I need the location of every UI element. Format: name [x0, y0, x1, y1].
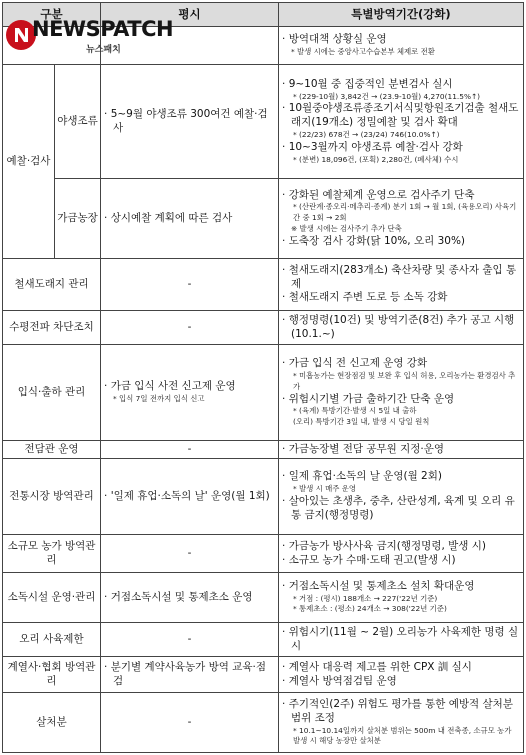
item-text: · 소규모 농가 수매·도태 권고(발생 시)	[282, 554, 520, 568]
item-text: · 거점소독시설 및 통제초소 운영	[104, 591, 275, 605]
table-row	[3, 657, 524, 693]
row-normal: -	[101, 259, 279, 311]
item-text: · 행정명령(10건) 및 방역기준(8건) 추가 공고 시행(10.1.~)	[282, 314, 520, 342]
row-category: 전통시장 방역관리	[3, 459, 101, 535]
item-text: · 일제 휴업·소독의 날 운영(월 2회)	[282, 470, 520, 484]
item-text: · 계열사 대응력 제고를 위한 CPX 訓 실시	[282, 661, 520, 675]
item-note: * (22/23) 678건 → (23/24) 746(10.0%↑)	[293, 129, 440, 139]
row-special	[279, 657, 524, 693]
item-text: · 분기별 계약사육농가 방역 교육·점검	[104, 661, 275, 689]
row-special	[279, 311, 524, 345]
table-row	[3, 441, 524, 459]
item-text: · 위험시기(11월 ~ 2월) 오리농가 사육제한 명령 실시	[282, 626, 520, 654]
item-note: * 10.1~10.14일까지 살처분 범위는 500m 내 전축종, 소규모 농가 발생 시 해당 농장만 살처분	[293, 725, 512, 746]
table-row	[3, 65, 524, 179]
row-category: 수평전파 차단조치	[3, 311, 101, 345]
logo-name: NEWSPATCH	[32, 17, 174, 41]
table-row	[3, 573, 524, 623]
item-note: * 입식 7일 전까지 입식 신고	[113, 394, 205, 404]
item-note: (오리) 특방기간 3일 내, 발생 시 당일 원칙	[293, 417, 430, 427]
table-row	[3, 623, 524, 657]
row-normal: -	[101, 623, 279, 657]
item-note: * (분변) 18,096건, (포획) 2,280건, (폐사체) 수시	[293, 154, 459, 164]
row-subcategory: 가금농장	[55, 179, 101, 259]
row-category: 살처분	[3, 693, 101, 753]
header-category: 구분	[3, 3, 101, 27]
item-text: · 가금농장별 전담 공무원 지정·운영	[282, 443, 520, 457]
newspatch-logo	[6, 14, 182, 62]
row-subcategory: 야생조류	[55, 65, 101, 179]
item-note: * 거점 : (평시) 188개소 → 227('22년 기준)	[293, 593, 438, 603]
table-row	[3, 345, 524, 441]
row-special	[279, 179, 524, 259]
table-row	[3, 259, 524, 311]
logo-subtitle: 뉴스패치	[86, 45, 121, 55]
item-note: * (산란계·종오리·메추리·종계) 분기 1회 → 월 1회, (육용오리) 사육기간 중 1회 → 2회	[293, 202, 517, 223]
row-special	[279, 693, 524, 753]
item-note: * (229-10월) 3,842건 → (23.9-10월) 4,270(11.5%↑)	[293, 91, 481, 101]
row-special	[279, 459, 524, 535]
row-special	[279, 259, 524, 311]
row-category: 소규모 농가 방역관리	[3, 535, 101, 573]
row-category: 전담관 운영	[3, 441, 101, 459]
item-text: · 도축장 검사 강화(닭 10%, 오리 30%)	[282, 235, 520, 249]
row-normal: -	[101, 535, 279, 573]
header-normal: 평시	[101, 3, 279, 27]
row-special	[279, 441, 524, 459]
header-special: 특별방역기간(강화)	[279, 3, 524, 27]
item-text: · 거점소독시설 및 통제초소 설치 확대운영	[282, 580, 520, 594]
row-group-surveillance: 예찰·검사	[3, 65, 55, 259]
item-text: · 9~10월 중 집중적인 분변검사 실시	[282, 78, 520, 92]
item-note: * (육계) 특방기간·발생 시 5일 내 출하	[293, 406, 417, 416]
item-text: · '일제 휴업·소독의 날' 운영(월 1회)	[104, 490, 275, 504]
item-text: · 가금 입식 전 신고제 운영 강화	[282, 357, 520, 371]
item-note: * 발생 시에는 중앙사고수습본부 체제로 전환	[291, 47, 435, 57]
row-special	[279, 27, 524, 65]
item-text: · 살아있는 초생추, 중추, 산란성계, 육계 및 오리 유통 금지(행정명령)	[282, 495, 520, 523]
table-row	[3, 179, 524, 259]
row-normal: -	[101, 441, 279, 459]
item-text: · 상시예찰 계획에 따른 검사	[104, 212, 275, 226]
quarantine-comparison-table	[2, 2, 524, 753]
item-text: · 철새도래지 주변 도로 등 소독 강화	[282, 291, 520, 305]
row-normal: -	[101, 693, 279, 753]
item-note: * 발생 시 매주 운영	[293, 484, 357, 494]
item-text: · 10월중야생조류종조기서식및항원조기검출 철새도래지(19개소) 정밀예찰 및 검사 확대	[282, 102, 520, 130]
item-note: * 통제초소 : (평소) 24개소 → 308('22년 기준)	[293, 604, 447, 614]
row-special	[279, 573, 524, 623]
item-text: · 철새도래지(283개소) 축산차량 및 종사자 출입 통제	[282, 264, 520, 292]
row-normal	[101, 179, 279, 259]
row-normal	[101, 459, 279, 535]
row-normal	[101, 573, 279, 623]
row-normal	[101, 65, 279, 179]
row-category: 철새도래지 관리	[3, 259, 101, 311]
item-text: · 10~3월까지 야생조류 예찰·검사 강화	[282, 141, 520, 155]
item-text: · 위험시기별 가금 출하기간 단축 운영	[282, 393, 520, 407]
row-special	[279, 535, 524, 573]
table-row	[3, 535, 524, 573]
row-category: 계열사·협회 방역관리	[3, 657, 101, 693]
row-category: 소독시설 운영·관리	[3, 573, 101, 623]
item-text: · 5~9월 야생조류 300여건 예찰·검사	[104, 108, 275, 136]
item-text: · 방역대책 상황실 운영	[282, 33, 520, 47]
item-text: · 가금농가 방사사육 금지(행정명령, 발생 시)	[282, 540, 520, 554]
row-normal: -	[101, 311, 279, 345]
row-category: 오리 사육제한	[3, 623, 101, 657]
row-special	[279, 623, 524, 657]
table-row	[3, 311, 524, 345]
table-row	[3, 693, 524, 753]
item-note: * 미흡농가는 현장점검 및 보완 후 입식 허용, 오리농가는 환경검사 추가	[293, 371, 516, 391]
row-normal	[101, 345, 279, 441]
row-special	[279, 65, 524, 179]
item-note: ※ 발생 시에는 검사주기 추가 단축	[291, 223, 402, 233]
item-text: · 가금 입식 사전 신고제 운영	[104, 380, 275, 394]
item-text: · 계열사 방역점검팀 운영	[282, 675, 520, 689]
row-special	[279, 345, 524, 441]
row-normal	[101, 657, 279, 693]
row-category: 입식·출하 관리	[3, 345, 101, 441]
table-row	[3, 459, 524, 535]
item-text: · 강화된 예찰체계 운영으로 검사주기 단축	[282, 189, 520, 203]
item-text: · 주기적인(2주) 위험도 평가를 통한 예방적 살처분 범위 조정	[282, 698, 520, 726]
